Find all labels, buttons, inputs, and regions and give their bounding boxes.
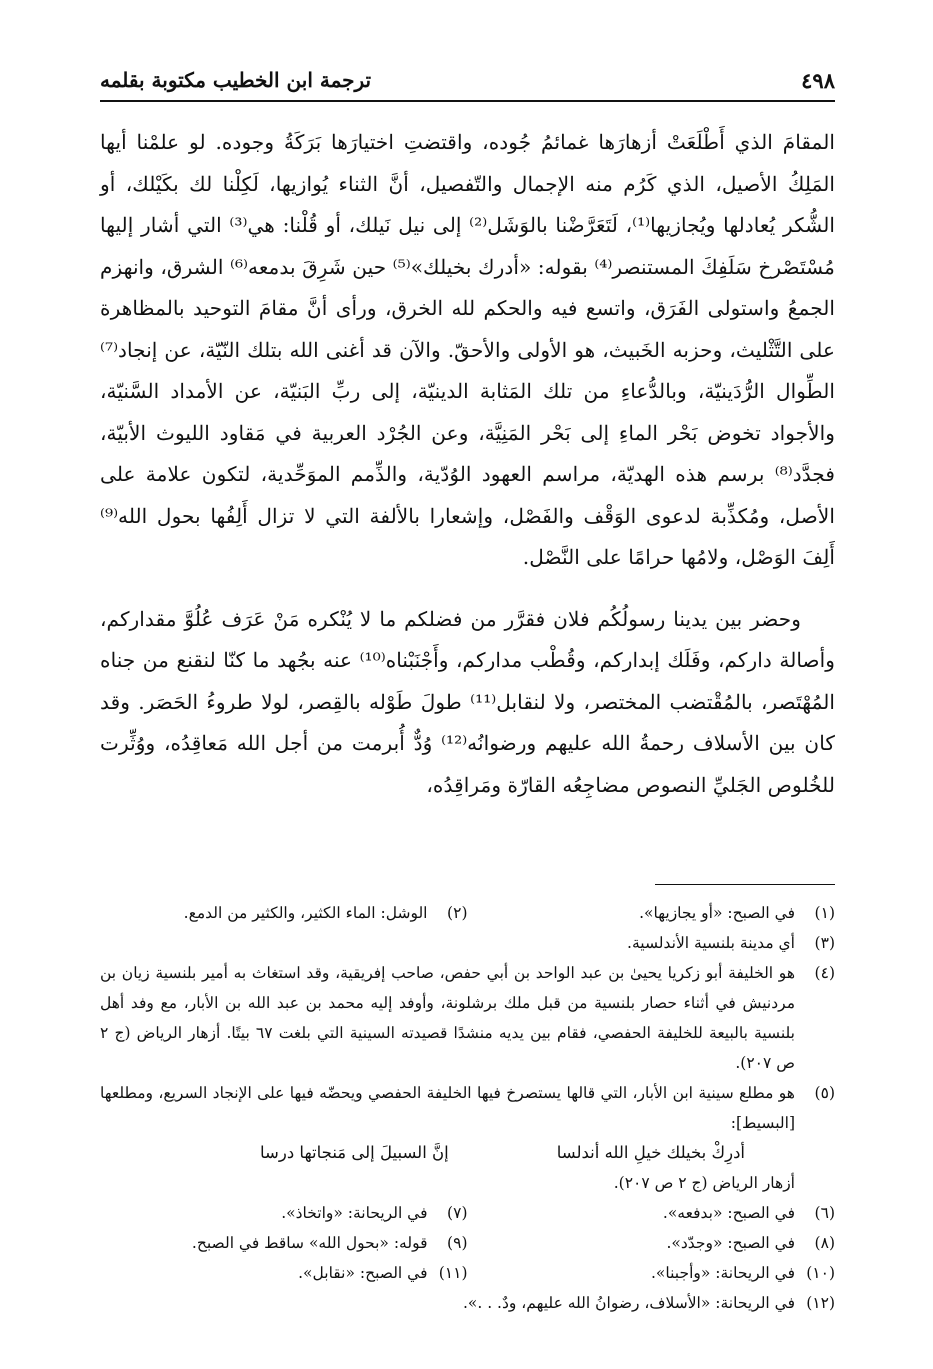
footnote-11 — [100, 1258, 468, 1288]
footnote-number: (٢) — [447, 904, 468, 922]
footnote-text: أي مدينة بلنسية الأندلسية. — [627, 934, 795, 952]
footnote-number: (٤) — [814, 964, 835, 982]
footnote-1 — [468, 898, 836, 928]
footnote-row — [100, 1228, 835, 1258]
page-header — [100, 62, 835, 98]
footnote-9 — [100, 1228, 468, 1258]
paragraph-1: المقامَ الذي أَطْلَعَتْ أزهارَها غمائمُ جُوده، واقتضتِ اختيارَها بَرَكَةُ وجوده. لو علمْنا أيها المَلِكُ الأصيل، الذي كَرُم منه الإجمال والتّفصيل، أنَّ الثناء يُوازيها، لَكِلْنا لك بكَيْلك، أو الشُّكر يُعادلها ويُجازيها⁽¹⁾، لَتَعَرَّضْنا بالوَشَل⁽²⁾ إلى نيل نَيلك، أو قُلْنا: هي⁽³⁾ التي أشار إليها مُسْتَصْرخ سَلَفِكَ المستنصر⁽⁴⁾ بقوله: «أدرك بخيلك»⁽⁵⁾ حين شَرِقَ بدمعه⁽⁶⁾ الشرق، وانهزم الجمعُ واستولى الفَرَق، واتسع فيه والحكم لله الخرق، ورأى أنَّ مقامَ التوحيد بالمظاهرة على التَّثْليث، وحزبه الخَبيث، هو الأولى والأحقّ. والآن قد أغنى الله بتلك النّيّة، عن إنجاد⁽⁷⁾ الطِّوال الرُّدَينيّة، وبالدُّعاءِ من تلك المَثابة الدينيّة، إلى ربِّ البَنيّة، عن الأمداد السَّنيّة، والأجواد تخوض بَحْر الماءِ إلى بَحْر المَنِيَّة، وعن الجُرْد العربية في مَقاود الليوث الأبيّة، فجدَّد⁽⁸⁾ برسم هذه الهديّة، مراسم العهود الوُدّية، والذِّمم الموَحِّدية، لتكون علامة على الأصل، ومُكذِّبة لدعوى الوَقْف والفَصْل، وإشعارا بالألفة التي لا تزال أَلِفُها بحول الله⁽⁹⁾ أَلِفَ الوَصْل، ولامُها حرامًا على النَّصْل. — [100, 130, 836, 569]
footnote-text: في الصبح: «وجدّد». — [666, 1234, 795, 1252]
footnote-text: الوشل: الماء الكثير، والكثير من الدمع. — [183, 904, 428, 922]
footnote-rule — [655, 884, 835, 885]
running-title: ترجمة ابن الخطيب مكتوبة بقلمه — [100, 68, 372, 92]
footnote-number: (٦) — [814, 1204, 835, 1222]
footnote-number: (١) — [814, 904, 835, 922]
footnote-text: هو الخليفة أبو زكريا يحيىٰ بن عبد الواحد بن أبي حفص، صاحب إفريقية، وقد استغاث به أمير بلنسية زيان بن مردنيش في أثناء حصار بلنسية من قبل ملك برشلونة، وأوفد إليه محمد بن عبد الله بن الأبار، مع وفد أهل بلنسية بالبيعة للخليفة الحفصي، فقام بين يديه منشدًا قصيدته السينية التي بلغت ٦٧ بيتًا. أزهار الرياض (ج ٢ ص ٢٠٧). — [100, 964, 795, 1072]
footnote-row — [100, 1258, 835, 1288]
footnote-row — [100, 898, 835, 928]
header-rule — [100, 100, 835, 102]
footnote-text: في الصبح: «أو يجازيها». — [639, 904, 795, 922]
poem-verse — [100, 1138, 835, 1168]
verse-second-hemistich: إنَّ السبيلَ إلى مَنجاتها درسا — [260, 1143, 449, 1162]
page-number: ٤٩٨ — [801, 67, 835, 93]
footnote-text: في الصبح: «بدفعه». — [662, 1204, 795, 1222]
footnote-text: في الريحانة: «واتخاذ». — [281, 1204, 428, 1222]
footnote-3 — [100, 928, 835, 958]
footnote-number: (١٢) — [806, 1294, 835, 1312]
footnote-5 — [100, 1078, 835, 1138]
footnote-number: (٩) — [447, 1234, 468, 1252]
footnote-number: (٥) — [814, 1084, 835, 1102]
footnote-text: هو مطلع سينية ابن الأبار، التي قالها يستصرخ فيها الخليفة الحفصي ويحضّه فيها على الإنجاد السريع، ومطلعها [البسيط]: — [100, 1084, 795, 1132]
footnote-number: (١٠) — [806, 1264, 835, 1282]
footnote-10 — [468, 1258, 836, 1288]
footnote-row — [100, 1198, 835, 1228]
footnote-text: في الصبح: «نقابل». — [298, 1264, 428, 1282]
footnote-text: قوله: «بحول الله» ساقط في الصبح. — [191, 1234, 428, 1252]
verse-source: أزهار الرياض (ج ٢ ص ٢٠٧). — [613, 1174, 795, 1192]
footnote-6 — [468, 1198, 836, 1228]
verse-first-hemistich: أدرِكْ بخيلك خيلِ الله أندلسا — [556, 1143, 745, 1162]
footnote-number: (٨) — [814, 1234, 835, 1252]
footnote-text: في الريحانة: «الأسلاف، رضوانُ الله عليهم، ودٌ. . .». — [462, 1294, 795, 1312]
footnote-4 — [100, 958, 835, 1078]
paragraph-2: وحضر بين يدينا رسولُكُم فلان فقرَّر من فضلكم ما لا يُنْكره مَنْ عَرَف عُلُوَّ مقداركم، وأصالة داركم، وفَلَك إبداركم، وقُطْب مداركم، وأَجْنَبْناه⁽¹⁰⁾ عنه بجُهد ما كنّا لنقنع من جناه المُهْتَصر، بالمُقْتضب المختصر، ولا لنقابل⁽¹¹⁾ طولَ طَوْله بالقِصر، لولا طروءُ الحَصَر. وقد كان بين الأسلاف رحمةُ الله عليهم ورضوانُه⁽¹²⁾ وُدٌّ أُبرمت من أجل الله مَعاقِدُه، ووُثِّرت للخُلوص الجَليِّ النصوص مضاجِعُه القارّة ومَراقِدُه، — [100, 606, 835, 797]
footnote-12 — [100, 1288, 835, 1318]
footnote-number: (١١) — [438, 1264, 468, 1282]
footnote-text: في الريحانة: «وأجبنا». — [651, 1264, 795, 1282]
footnote-7 — [100, 1198, 468, 1228]
footnote-2 — [100, 898, 468, 928]
main-text — [100, 122, 835, 806]
footnote-number: (٧) — [447, 1204, 468, 1222]
footnote-number: (٣) — [814, 934, 835, 952]
footnote-8 — [468, 1228, 836, 1258]
footnotes — [100, 898, 835, 1318]
